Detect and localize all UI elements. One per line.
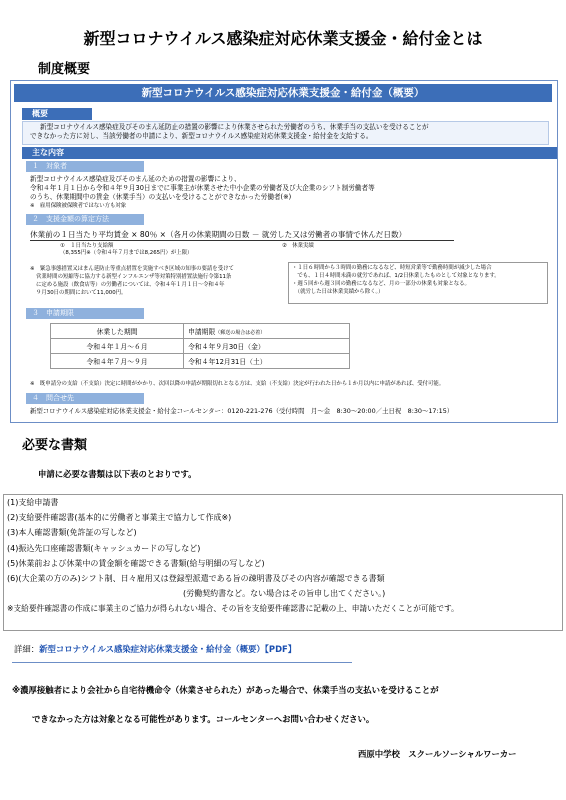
doc-item: (6)(大企業の方のみ)シフト制、日々雇用又は登録型派遣である旨の疎明書及びその内容が確認できる書類: [7, 574, 385, 584]
table-cell: 令和４年12月31日（土）: [184, 354, 350, 369]
gaiyo-text-2: できなかった方に対し、当該労働者の申請により、新型コロナウイルス感染症対応休業支援金・給付金を支給する。: [30, 132, 373, 140]
page-title: 新型コロナウイルス感染症対応休業支援金・給付金とは: [83, 29, 483, 48]
section-4-label: ４ 問合せ先: [26, 393, 144, 404]
doc-item: (5)休業前および休業中の賃金額を確認できる書類(給与明細の写しなど): [7, 558, 265, 568]
tab-main-content: 主な内容: [22, 147, 557, 159]
box-line-3: ・週５回から週３回の勤務になるなど、月の一部分の休業も対象となる。: [292, 281, 470, 287]
tab-gaiyo: 概要: [22, 108, 92, 120]
section-heading-docs: 必要な書類: [22, 438, 88, 453]
required-docs-box: [3, 494, 563, 631]
overview-banner: 新型コロナウイルス感染症対応休業支援金・給付金（概要）: [14, 84, 552, 102]
doc-item: (2)支給要件確認書(基本的に労働者と事業主で協力して作成※): [7, 513, 232, 523]
s2-note-1: ※ 緊急事態措置又はまん延防止等重点措置を実施すべき区域の知事の要請を受けて: [30, 266, 234, 272]
s1-line2: 令和４年１月１日から令和４年９月30日までに事業主が休業させた中小企業の労働者及び大企業のシフト制労働者等: [30, 184, 375, 192]
box-line-2: でも、１日４時間未満の就労であれば、1/2日休業したものとして対象となります。: [292, 273, 500, 279]
doc-note: ※支給要件確認書の作成に事業主のご協力が得られない場合、その旨を支給要件確認書に記載の上、申請いただくことが可能です。: [7, 604, 459, 614]
docs-intro: 申請に必要な書類は以下表のとおりです。: [38, 469, 197, 479]
s1-line1: 新型コロナウイルス感染症及びそのまん延のための措置の影響により、: [30, 175, 241, 183]
table-cell: 令和４年９月30日（金）: [184, 339, 350, 354]
detail-label: 詳細：: [14, 644, 40, 654]
contact-line: 新型コロナウイルス感染症対応休業支援金・給付金コールセンター：0120-221-276（受付時間 月～金 8:30～20:00／土日祝 8:30～17:15）: [30, 407, 454, 415]
formula-underline: [30, 240, 454, 241]
formula-note-1: ① １日当たり支給額: [60, 243, 114, 249]
formula-note-1b: （8,355円※（令和４年７月までは8,265円）が上限）: [60, 250, 193, 256]
s1-note: ※ 雇用保険被保険者ではない方も対象: [30, 203, 127, 209]
doc-item: (3)本人確認書類(免許証の写しなど): [7, 528, 137, 538]
table-cell: 令和４年１月～６月: [51, 339, 184, 354]
s3-note: ※ 既申請分の支給（不支給）決定に時間がかかり、次回以降の申請が期限切れとなる方は、支給（不支給）決定が行われた日から１か月以内に申請があれば、受付可能。: [30, 381, 445, 387]
table-row: [51, 339, 350, 354]
note-line-2: できなかった方は対象となる可能性があります。コールセンターへお問い合わせください。: [32, 714, 375, 724]
deadline-table: [50, 323, 350, 369]
formula-note-2: ② 休業実績: [282, 243, 314, 249]
detail-row: [14, 643, 296, 655]
box-line-1: ・１日６時間から３時間の勤務になるなど、時短営業等で勤務時間が減少した場合: [292, 265, 492, 271]
signature: 西原中学校 スクールソーシャルワーカー: [358, 749, 517, 759]
doc-item: (4)振込先口座確認書類(キャッシュカードの写しなど): [7, 543, 201, 553]
detail-pdf-link[interactable]: 新型コロナウイルス感染症対応休業支援金・給付金（概要）【PDF】: [39, 644, 297, 654]
detail-underline: [12, 662, 352, 663]
table-head-note: （郵送の場合は必着）: [215, 330, 266, 336]
section-1-label: １ 対象者: [26, 161, 144, 172]
box-line-4: （就労した日は休業実績から除く。）: [292, 289, 384, 295]
section-2-label: ２ 支援金額の算定方法: [26, 214, 144, 225]
table-head-period: 休業した期間: [51, 324, 184, 339]
calc-formula: 休業前の１日当たり平均賃金 × 80％ ×（各月の休業期間の日数 － 就労した又は労働者の事情で休んだ日数）: [30, 230, 407, 239]
table-header-row: [51, 324, 350, 339]
note-line-1: ※濃厚接触者により会社から自宅待機命令（休業させられた）があった場合で、休業手当の支払いを受けることが: [12, 685, 439, 695]
s2-note-4: ９月30日の期間において11,000円。: [36, 290, 127, 296]
section-3-label: ３ 申請期限: [26, 308, 144, 319]
gaiyo-text-1: 新型コロナウイルス感染症及びそのまん延防止の措置の影響により休業させられた労働者のうち、休業手当の支払いを受けることが: [40, 123, 429, 131]
table-head-deadline: 申請期限（郵送の場合は必着）: [184, 324, 350, 339]
section-heading-overview: 制度概要: [38, 62, 91, 77]
table-row: [51, 354, 350, 369]
s2-note-2: 営業時間の短縮等に協力する新型インフルエンザ等対策特別措置法施行令第11条: [36, 274, 232, 280]
doc-item: (労働契約書など。ない場合はその旨申し出てください。): [7, 589, 386, 599]
s2-note-3: に定める施設（飲食店等）の労働者については、令和４年１月１日～令和４年: [36, 282, 225, 288]
s1-line3: のうち、休業期間中の賃金（休業手当）の支払いを受けることができなかった労働者(※): [30, 193, 292, 201]
doc-item: (1)支給申請書: [7, 498, 59, 507]
table-cell: 令和４年７月～９月: [51, 354, 184, 369]
